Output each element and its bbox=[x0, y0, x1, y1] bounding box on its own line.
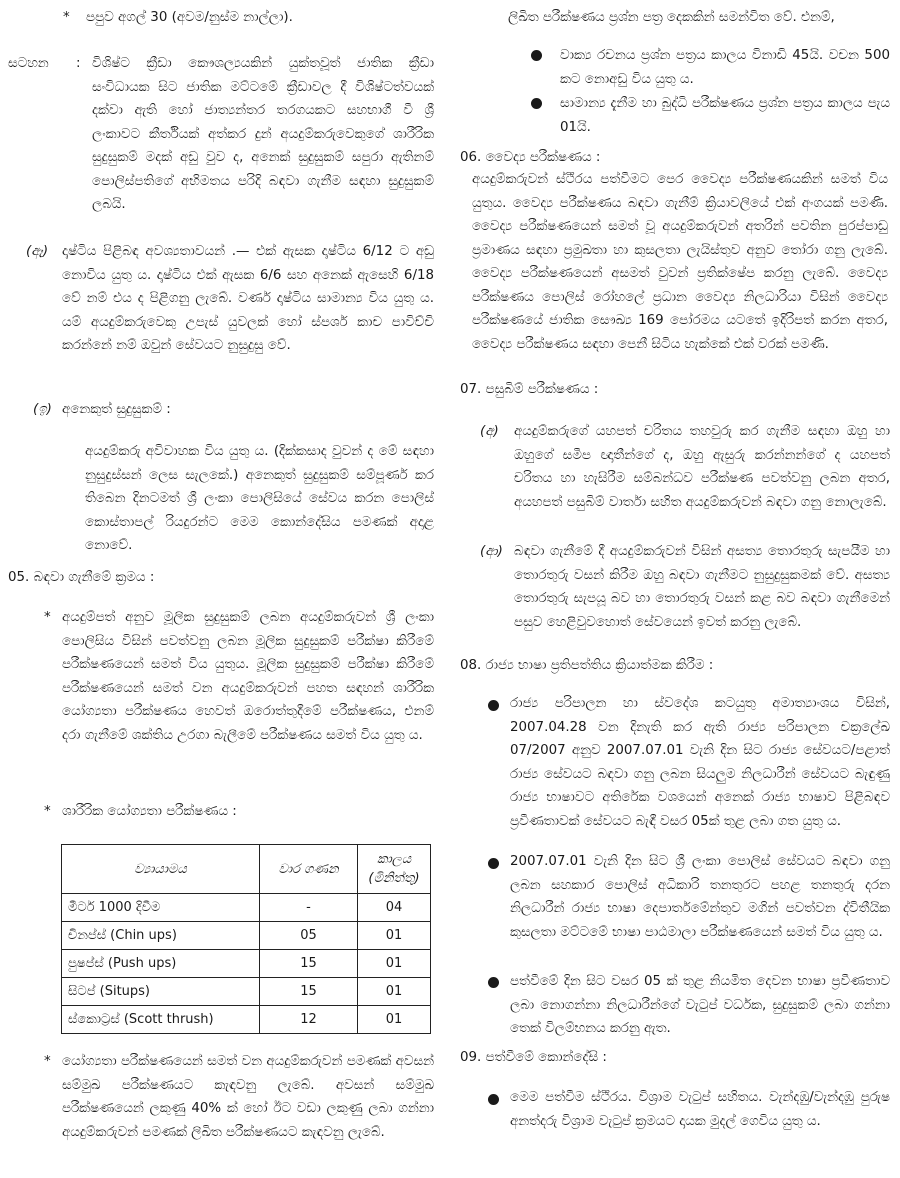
language-bullet-1: රාජ්‍ය පරිපාලන හා ස්වදේශ කටයුතු අමාත්‍යාංශය විසින්, 2007.04.28 වන දිනැති කර ඇති රාජ්‍ය පරිපාලන චක්‍රලේඛ 07/2007 අනුව 2007.07.01 වැනි දින සිට රාජ්‍ය සේවයට/පළාත් රාජ්‍ය සේවයට බඳවා ගනු ලබන සියලුම නිලධාරීන් සේවයට බැඳුණු රාජ්‍ය භාෂාවට අතිරේක වශයෙන් අනෙක් රාජ්‍ය භාෂාව පිළිබඳව ප්‍රවීණතාවක් සේවයට බැඳී වසර 05ක් තුළ ලබා ගත යුතු ය. bbox=[510, 696, 890, 829]
bullet-icon bbox=[488, 1094, 499, 1105]
other-qualifications-title: අනෙකුත් සුදුසුකම් : bbox=[62, 402, 171, 417]
column-header-exercise: ව්‍යායාමය bbox=[62, 845, 260, 894]
notes-label: සටහන bbox=[8, 56, 49, 71]
section-07b-mark: (ආ) bbox=[480, 544, 503, 559]
time-cell: 01 bbox=[358, 950, 431, 978]
exercise-cell: මීටර් 1000 දිවීම bbox=[62, 894, 260, 922]
vision-text: දෘෂ්ටිය පිළිබඳ අවශ්‍යතාවයන් .— එක් ඇසක දෘෂ්ටිය 6/12 ට අඩු නොවිය යුතු ය. දෘෂ්ටිය එක් ඇසක 6/6 සහ අනෙක් ඇසෙහි 6/18 වේ නම් එය ද පිළිගනු ලැබේ. වර්ණ දෘෂ්ටිය සාමාන්‍ය විය යුතු ය. යම් අයදුම්කරුවෙකු උපැස් යුවලක් හෝ ස්පර්ශ කාච පාවිච්චි කරන්නේ නම් ඔවුන් සේවයට නුසුදුසු වේ. bbox=[62, 244, 434, 353]
asterisk-mark: * bbox=[44, 804, 51, 819]
bullet-icon bbox=[488, 858, 499, 869]
fitness-table bbox=[61, 844, 431, 1034]
section-06-title: 06. වෛද්‍ය පරීක්ෂණය : bbox=[460, 150, 601, 165]
table-row bbox=[62, 922, 431, 950]
exercise-cell: සිටප් (Situps) bbox=[62, 978, 260, 1006]
table-row bbox=[62, 950, 431, 978]
table-row bbox=[62, 894, 431, 922]
exercise-cell: ස්කොට්‍රස් (Scott thrush) bbox=[62, 1006, 260, 1034]
notes-colon: : bbox=[76, 56, 81, 71]
table-row bbox=[62, 978, 431, 1006]
repetitions-cell: 12 bbox=[260, 1006, 358, 1034]
column-header-time: කාලය (මිනිත්තු) bbox=[358, 845, 431, 894]
time-cell: 01 bbox=[358, 978, 431, 1006]
table-row bbox=[62, 1006, 431, 1034]
section-07-title: 07. පසුබිම් පරීක්ෂණය : bbox=[460, 382, 599, 397]
section-09-title: 09. පත්වීමේ කොන්දේසි : bbox=[460, 1050, 607, 1065]
section-05-title: 05. බඳවා ගැනීමේ ක්‍රමය : bbox=[8, 570, 155, 585]
asterisk-mark: * bbox=[44, 1054, 51, 1069]
chest-width-line: පපුව අගල් 30 (අවම/නුස්ම නාල්ලා). bbox=[86, 10, 293, 25]
fitness-test-title: ශාරීරික යෝග්‍යතා පරීක්ෂණය : bbox=[62, 804, 237, 819]
notes-text: විශිෂ්ට ක්‍රීඩා කෞශල්‍යයකින් යුක්තවූත් ජාතික ක්‍රීඩා සංවිධායක සිට ජාතික මට්ටමේ ක්‍රීඩාවල දී විශිෂ්ටත්වයක් දක්වා ඇති හෝ ජාත්‍යන්තර තරගයකට සහභාගී වී ශ්‍රී ලංකාවට කීර්තියක් අත්කර දුන් අයදුම්කරුවෙකුගේ ශාරීරික සුදුසුකම් මදක් අඩු වුව ද, අනෙක් සුදුසුකම් සපුරා ඇතිනම් පොලිස්පතිගේ අභිමතය පරිදි බඳවා ගැනීම සඳහා සුදුසුකම් ලබයි. bbox=[92, 56, 434, 212]
repetitions-cell: 15 bbox=[260, 950, 358, 978]
time-cell: 01 bbox=[358, 922, 431, 950]
repetitions-cell: - bbox=[260, 894, 358, 922]
section-08-title: 08. රාජ්‍ය භාෂා ප්‍රතිපත්තිය ක්‍රියාත්මක කිරීම : bbox=[460, 658, 714, 673]
exercise-cell: පුෂප්ස් (Push ups) bbox=[62, 950, 260, 978]
section-07a-text: අයදුම්කරුගේ යහපත් චරිතය තහවුරු කර ගැනීම සඳහා ඔහු හා ඔහුගේ සමීප ඥාතීන්ගේ ද, ඔහු ඇසුරු කරන්නන්ගේ ද යහපත් චරිතය හා හැසිරීම සම්බන්ධව පරීක්ෂණ පවත්වනු ලබන අතර, අයහපත් පසුබිම් වාර්තා සහිත අයදුම්කරුවන් බඳවා ගනු නොලැබේ. bbox=[514, 424, 890, 510]
language-bullet-2: 2007.07.01 වැනි දින සිට ශ්‍රී ලංකා පොලිස් සේවයට බඳවා ගනු ලබන සහකාර පොලිස් අධිකාරි තනතුරට පහළ තනතුරු දරන නිලධාරීන් රාජ්‍ය භාෂා දෙපාර්තමේන්තුව මගින් පවත්වන ද්විතීයික කුසලතා මට්ටමේ භාෂා පාඨමාලා පරීක්ෂණයෙන් සමත් විය යුතු ය. bbox=[510, 854, 890, 940]
exam-bullet-1: වාක්‍ය රචනය ප්‍රශ්න පත්‍රය කාලය විනාඩි 45යි. වචන 500 කට නොඅඩු විය යුතු ය. bbox=[560, 48, 890, 87]
language-bullet-3: පත්වීමේ දින සිට වසර 05 ක් තුළ නියමිත දෙවන භාෂා ප්‍රවීණතාව ලබා නොගන්නා නිලධාරීන්ගේ වැටුප් වර්ධක, සුදුසුකම් ලබා ගන්නා තෙක් විලම්භනය කරනු ඇත. bbox=[510, 974, 890, 1036]
time-cell: 01 bbox=[358, 1006, 431, 1034]
section-05-text: අයදුම්පත් අනුව මූලික සුදුසුකම් ලබන අයදුම්කරුවන් ශ්‍රී ලංකා පොලිසිය විසින් පවත්වනු ලබන මූලික සුදුසුකම් පරීක්ෂා කිරීමේ පරීක්ෂණයෙන් සමත් විය යුතුය. මූලික සුදුසුකම් පරීක්ෂා කිරීමේ පරීක්ෂණයෙන් සමත් වන අයදුම්කරුවන් පහත සඳහන් ශාරීරික යෝග්‍යතා පරීක්ෂණය හෙවත් ඔරොත්තුදීමේ පරීක්ෂණය, එනම් දරා ගැනීමේ ශක්තිය උරගා බැලීමේ පරීක්ෂණය සමත් විය යුතු ය. bbox=[62, 610, 434, 743]
other-mark: (ඉ) bbox=[33, 402, 52, 417]
bullet-icon bbox=[531, 98, 542, 109]
exam-continuation-text: ලිඛිත පරීක්ෂණය ප්‍රශ්න පත්‍ර දෙකකින් සමන්විත වේ. එනම්, bbox=[508, 10, 835, 25]
section-07b-text: බඳවා ගැනීමේ දී අයදුම්කරුවන් විසින් අසත්‍ය තොරතුරු සැපයීම හා තොරතුරු වසන් කිරීම ඔහු බඳවා ගැනීමට නුසුදුසුකමක් වේ. අසත්‍ය තොරතුරු සැපයූ බව හා තොරතුරු වසන් කළ බව බඳවා ගැනීමෙන් පසුව හෙළිවුවහොත් සේවයෙන් ඉවත් කරනු ලැබේ. bbox=[514, 544, 890, 630]
after-table-text: යෝග්‍යතා පරීක්ෂණයෙන් සමත් වන අයදුම්කරුවන් පමණක් අවසන් සම්මුඛ පරීක්ෂණයට කැඳවනු ලැබේ. අවසන් සම්මුඛ පරීක්ෂණයෙන් ලකුණු 40% ක් හෝ ඊට වඩා ලකුණු ලබා ගන්නා අයදුම්කරුවන් පමණක් ලිඛිත පරීක්ෂණයට කැඳවනු ලැබේ. bbox=[62, 1054, 434, 1140]
appointment-condition-bullet: මෙම පත්වීම ස්ථිරය. විශ්‍රාම වැටුප් සහිතය. වැන්දඹු/වැන්දඹු පුරුෂ අනත්දරු විශ්‍රාම වැටුප් ක්‍රමයට දායක මුදල් ගෙවිය යුතු ය. bbox=[510, 1090, 890, 1129]
exam-bullet-2: සාමාන්‍ය දැනීම හා බුද්ධි පරීක්ෂණය ප්‍රශ්න පත්‍රය කාලය පැය 01යි. bbox=[560, 96, 890, 135]
other-qualifications-text: අයදුම්කරු අවිවාහක විය යුතු ය. (දික්කසාද වුවන් ද මේ සඳහා නුසුදුස්සන් ලෙස සැලකේ.) අනෙකුත් සුදුසුකම් සම්පූර්ණ කර තිබෙන දිනටමත් ශ්‍රී ලංකා පොලිසියේ සේවය කරන පොලිස් කොස්තාපල් රියදුරන්ට මෙම කොන්දේසිය පමණක් අදාළ නොවේ. bbox=[85, 444, 434, 553]
section-07a-mark: (අ) bbox=[480, 424, 499, 439]
vision-mark: (ඈ) bbox=[26, 244, 49, 259]
time-cell: 04 bbox=[358, 894, 431, 922]
section-06-text: අයදුම්කරුවන් ස්ථිරය පත්වීමට පෙර වෛද්‍ය පරීක්ෂණයකින් සමත් විය යුතුය. වෛද්‍ය පරීක්ෂණය බඳවා ගැනීම් ක්‍රියාවලියේ එක් අංගයක් පමණි. වෛද්‍ය පරීක්ෂණයෙන් සමත් වූ අයදුම්කරුවන් අතරින් පවතින පුරප්පාඩු ප්‍රමාණය සඳහා ප්‍රමුඛතා හා කුසලතා ලැයිස්තුව අනුව තෝරා ගනු ලැබේ. වෛද්‍ය පරීක්ෂණයෙන් අසමත් වුවන් ප්‍රතික්ෂේප කරනු ලැබේ. වෛද්‍ය පරීක්ෂණය පොලිස් රෝහලේ ප්‍රධාන වෛද්‍ය නිලධාරියා විසින් වෛද්‍ය පරීක්ෂණයේ ජාතික සෞඛ්‍ය 169 පෝරමය යටතේ ඉදිරිපත් කරන අතර, වෛද්‍ය පරීක්ෂණය සඳහා පෙනී සිටිය හැක්කේ එක් වරක් පමණි. bbox=[472, 172, 888, 352]
bullet-icon bbox=[488, 977, 499, 988]
asterisk-mark: * bbox=[63, 10, 70, 25]
bullet-icon bbox=[531, 50, 542, 61]
asterisk-mark: * bbox=[44, 610, 51, 625]
exercise-cell: චිනප්ස් (Chin ups) bbox=[62, 922, 260, 950]
repetitions-cell: 05 bbox=[260, 922, 358, 950]
column-header-repetitions: වාර ගණන bbox=[260, 845, 358, 894]
bullet-icon bbox=[488, 700, 499, 711]
repetitions-cell: 15 bbox=[260, 978, 358, 1006]
table-header-row bbox=[62, 845, 431, 894]
